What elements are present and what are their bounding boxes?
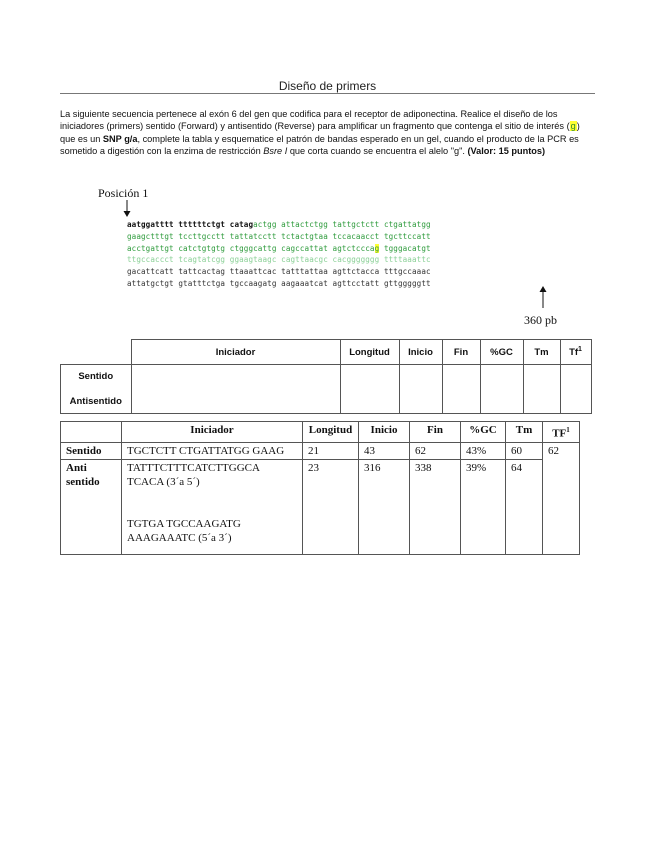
up-arrow-icon (539, 285, 547, 309)
primer-sequence-antisentido (122, 459, 303, 554)
header-tf-text: TF (552, 427, 567, 440)
primer-table-empty (60, 339, 592, 414)
row-label-antisentido: Antisentido (69, 396, 122, 407)
header-gc: %GC (461, 422, 506, 443)
header-inicio: Inicio (399, 340, 442, 365)
title-divider (60, 93, 595, 94)
empty-cell[interactable] (131, 365, 340, 414)
empty-cell[interactable] (480, 365, 523, 414)
sequence-segment: aatggatttt ttttttctgt catag (127, 220, 254, 229)
longitud-antisentido: 23 (303, 459, 359, 554)
primer-sequence-sentido: TGCTCTT CTGATTATGG GAAG (122, 442, 303, 459)
header-fin: Fin (410, 422, 461, 443)
antisentido-seq-3to5: TATTTCTTTCATCTTGGCA TCACA (3´a 5´) (127, 461, 260, 488)
header-longitud: Longitud (340, 340, 399, 365)
header-longitud: Longitud (303, 422, 359, 443)
row-label-sentido: Sentido (61, 442, 122, 459)
empty-cell[interactable] (340, 365, 399, 414)
tm-sentido: 60 (506, 442, 543, 459)
fin-antisentido: 338 (410, 459, 461, 554)
sequence-line: gaagctttgt tccttgcctt tattatcctt tctactgtaa tccacaacct tgcttccatt (127, 231, 431, 241)
points-value: (Valor: 15 puntos) (467, 146, 546, 157)
intro-paragraph (60, 108, 595, 158)
empty-cell[interactable] (442, 365, 480, 414)
corner-cell (61, 340, 132, 365)
header-tf-sup: 1 (566, 426, 570, 434)
position-label: Posición 1 (98, 186, 149, 200)
tf-value: 62 (543, 442, 580, 554)
enzyme-name: Bsre I (263, 146, 288, 157)
antisentido-seq-5to3: TGTGA TGCCAAGATG AAAGAAATC (5´a 3´) (127, 517, 241, 544)
down-arrow-icon (123, 200, 131, 218)
dna-sequence (127, 219, 431, 290)
header-tf-text: Tf (569, 347, 579, 359)
intro-text-1: La siguiente secuencia pertenece al exón 6 del gen que codifica para el receptor de adiponectina. Realice el diseño de los iniciadores (primers) sentido (Forward) y antisentido (Reverse) para amplificar un fragmento que contenga el sitio de interés ( (60, 109, 570, 132)
header-tf-sup: 1 (578, 345, 582, 353)
intro-text-4: que corta cuando se encuentra el alelo "g". (287, 146, 468, 157)
sequence-line: attatgctgt gtatttctga tgccaagatg aagaaatcat agttcctatt gttgggggtt (127, 278, 431, 288)
primer-table-filled (60, 421, 580, 555)
inicio-antisentido: 316 (359, 459, 410, 554)
header-tm: Tm (523, 340, 560, 365)
sequence-line (127, 219, 431, 231)
inicio-sentido: 43 (359, 442, 410, 459)
header-iniciador: Iniciador (122, 422, 303, 443)
end-position-label: 360 pb (524, 313, 557, 327)
longitud-sentido: 21 (303, 442, 359, 459)
snp-site: g (374, 243, 380, 253)
header-tf (560, 340, 591, 365)
intro-text-2: ) que es un (60, 121, 580, 144)
gc-sentido: 43% (461, 442, 506, 459)
sequence-segment: tgggacatgt (379, 243, 431, 253)
header-inicio: Inicio (359, 422, 410, 443)
row-labels-cell (61, 365, 132, 414)
header-gc: %GC (480, 340, 523, 365)
empty-cell[interactable] (399, 365, 442, 414)
fin-sentido: 62 (410, 442, 461, 459)
snp-highlight: g (570, 121, 576, 132)
tm-antisentido: 64 (506, 459, 543, 554)
empty-cell[interactable] (523, 365, 560, 414)
snp-label: SNP g/a (102, 133, 138, 144)
row-label-antisentido: Anti sentido (61, 459, 122, 554)
empty-cell[interactable] (560, 365, 591, 414)
sequence-line: ttgccaccct tcagtatcgg ggaagtaagc cagttaacgc cacggggggg ttttaaattc (127, 255, 431, 265)
page-title: Diseño de primers (278, 79, 377, 93)
header-fin: Fin (442, 340, 480, 365)
header-tf (543, 422, 580, 443)
corner-cell (61, 422, 122, 443)
header-iniciador: Iniciador (131, 340, 340, 365)
sequence-line: gacattcatt tattcactag ttaaattcac tatttattaa agttctacca tttgccaaac (127, 267, 431, 277)
gc-antisentido: 39% (461, 459, 506, 554)
row-label-sentido: Sentido (78, 371, 114, 382)
sequence-segment: actgg attactctgg tattgctctt ctgattatgg (253, 220, 431, 229)
sequence-segment: acctgattgt catctgtgtg ctgggcattg cagccattat agtctccca (127, 243, 375, 253)
sequence-line (127, 243, 431, 255)
header-tm: Tm (506, 422, 543, 443)
intro-text-3: , complete la tabla y esquematice el patrón de bandas esperado en un gel, cuando el producto de la PCR es sometido a digestión con la enzima de restricción (60, 133, 579, 157)
